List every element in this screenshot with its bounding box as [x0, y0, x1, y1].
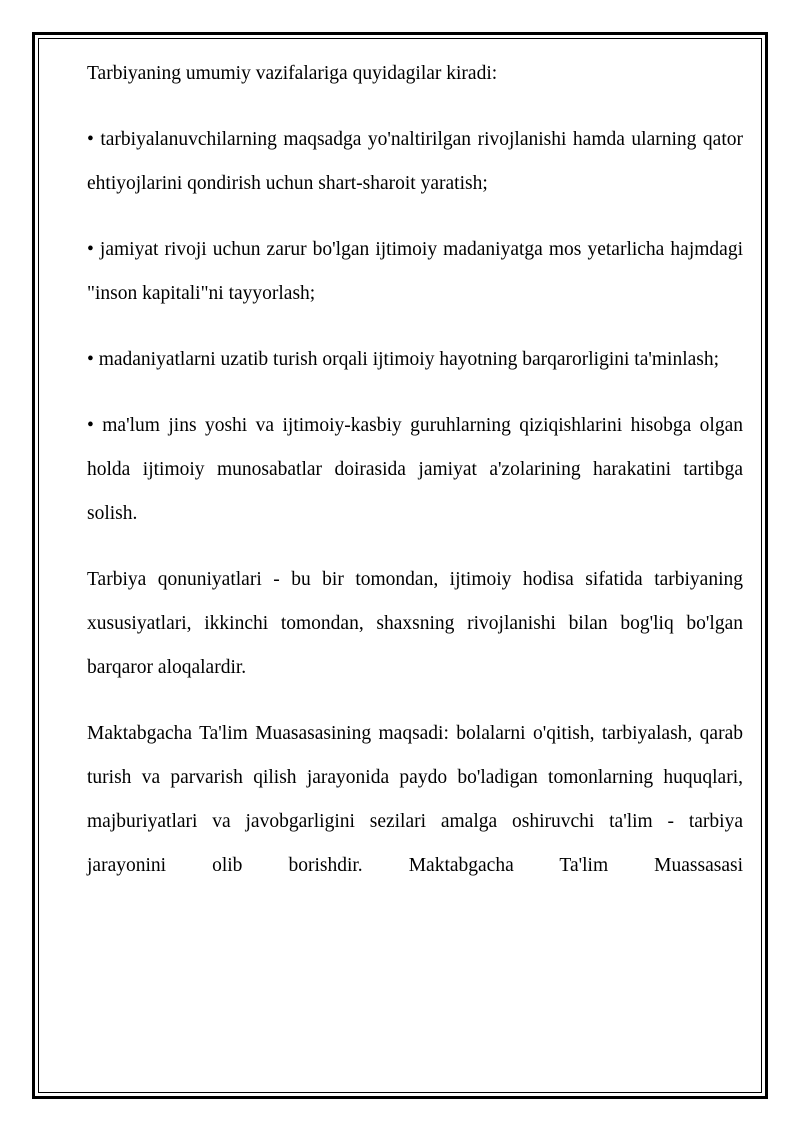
paragraph-intro: Tarbiyaning umumiy vazifalariga quyidagilar kiradi: [87, 63, 498, 84]
paragraph-bullet-3: • madaniyatlarni uzatib turish orqali ijtimoiy hayotning barqarorligini ta'minlash; [87, 349, 720, 370]
paragraph-bullet-1: • tarbiyalanuvchilarning maqsadga yo'naltirilgan rivojlanishi hamda ularning qator ehtiyojlarini qondirish uchun shart-sharoit yaratish; [87, 129, 743, 194]
document-body [87, 52, 743, 888]
paragraph-bullet-2: • jamiyat rivoji uchun zarur bo'lgan ijtimoiy madaniyatga mos yetarlicha hajmdagi "inson kapitali"ni tayyorlash; [87, 239, 743, 304]
paragraph-bullet-4: • ma'lum jins yoshi va ijtimoiy-kasbiy guruhlarning qiziqishlarini hisobga olgan holda ijtimoiy munosabatlar doirasida jamiyat a'zolarining harakatini tartibga solish. [87, 415, 743, 524]
paragraph-goal: Maktabgacha Ta'lim Muasasasining maqsadi: bolalarni o'qitish, tarbiyalash, qarab turish va parvarish qilish jarayonida paydo bo'ladigan tomonlarning huquqlari, majburiyatlari va javobgarligini sezilari amalga oshiruvchi ta'lim - tarbiya jarayonini olib borishdir. Maktabgacha Ta'lim Muassasasi [87, 723, 743, 876]
paragraph-laws: Tarbiya qonuniyatlari - bu bir tomondan, ijtimoiy hodisa sifatida tarbiyaning xususiyatlari, ikkinchi tomondan, shaxsning rivojlanishi bilan bog'liq bo'lgan barqaror aloqalardir. [87, 569, 743, 678]
